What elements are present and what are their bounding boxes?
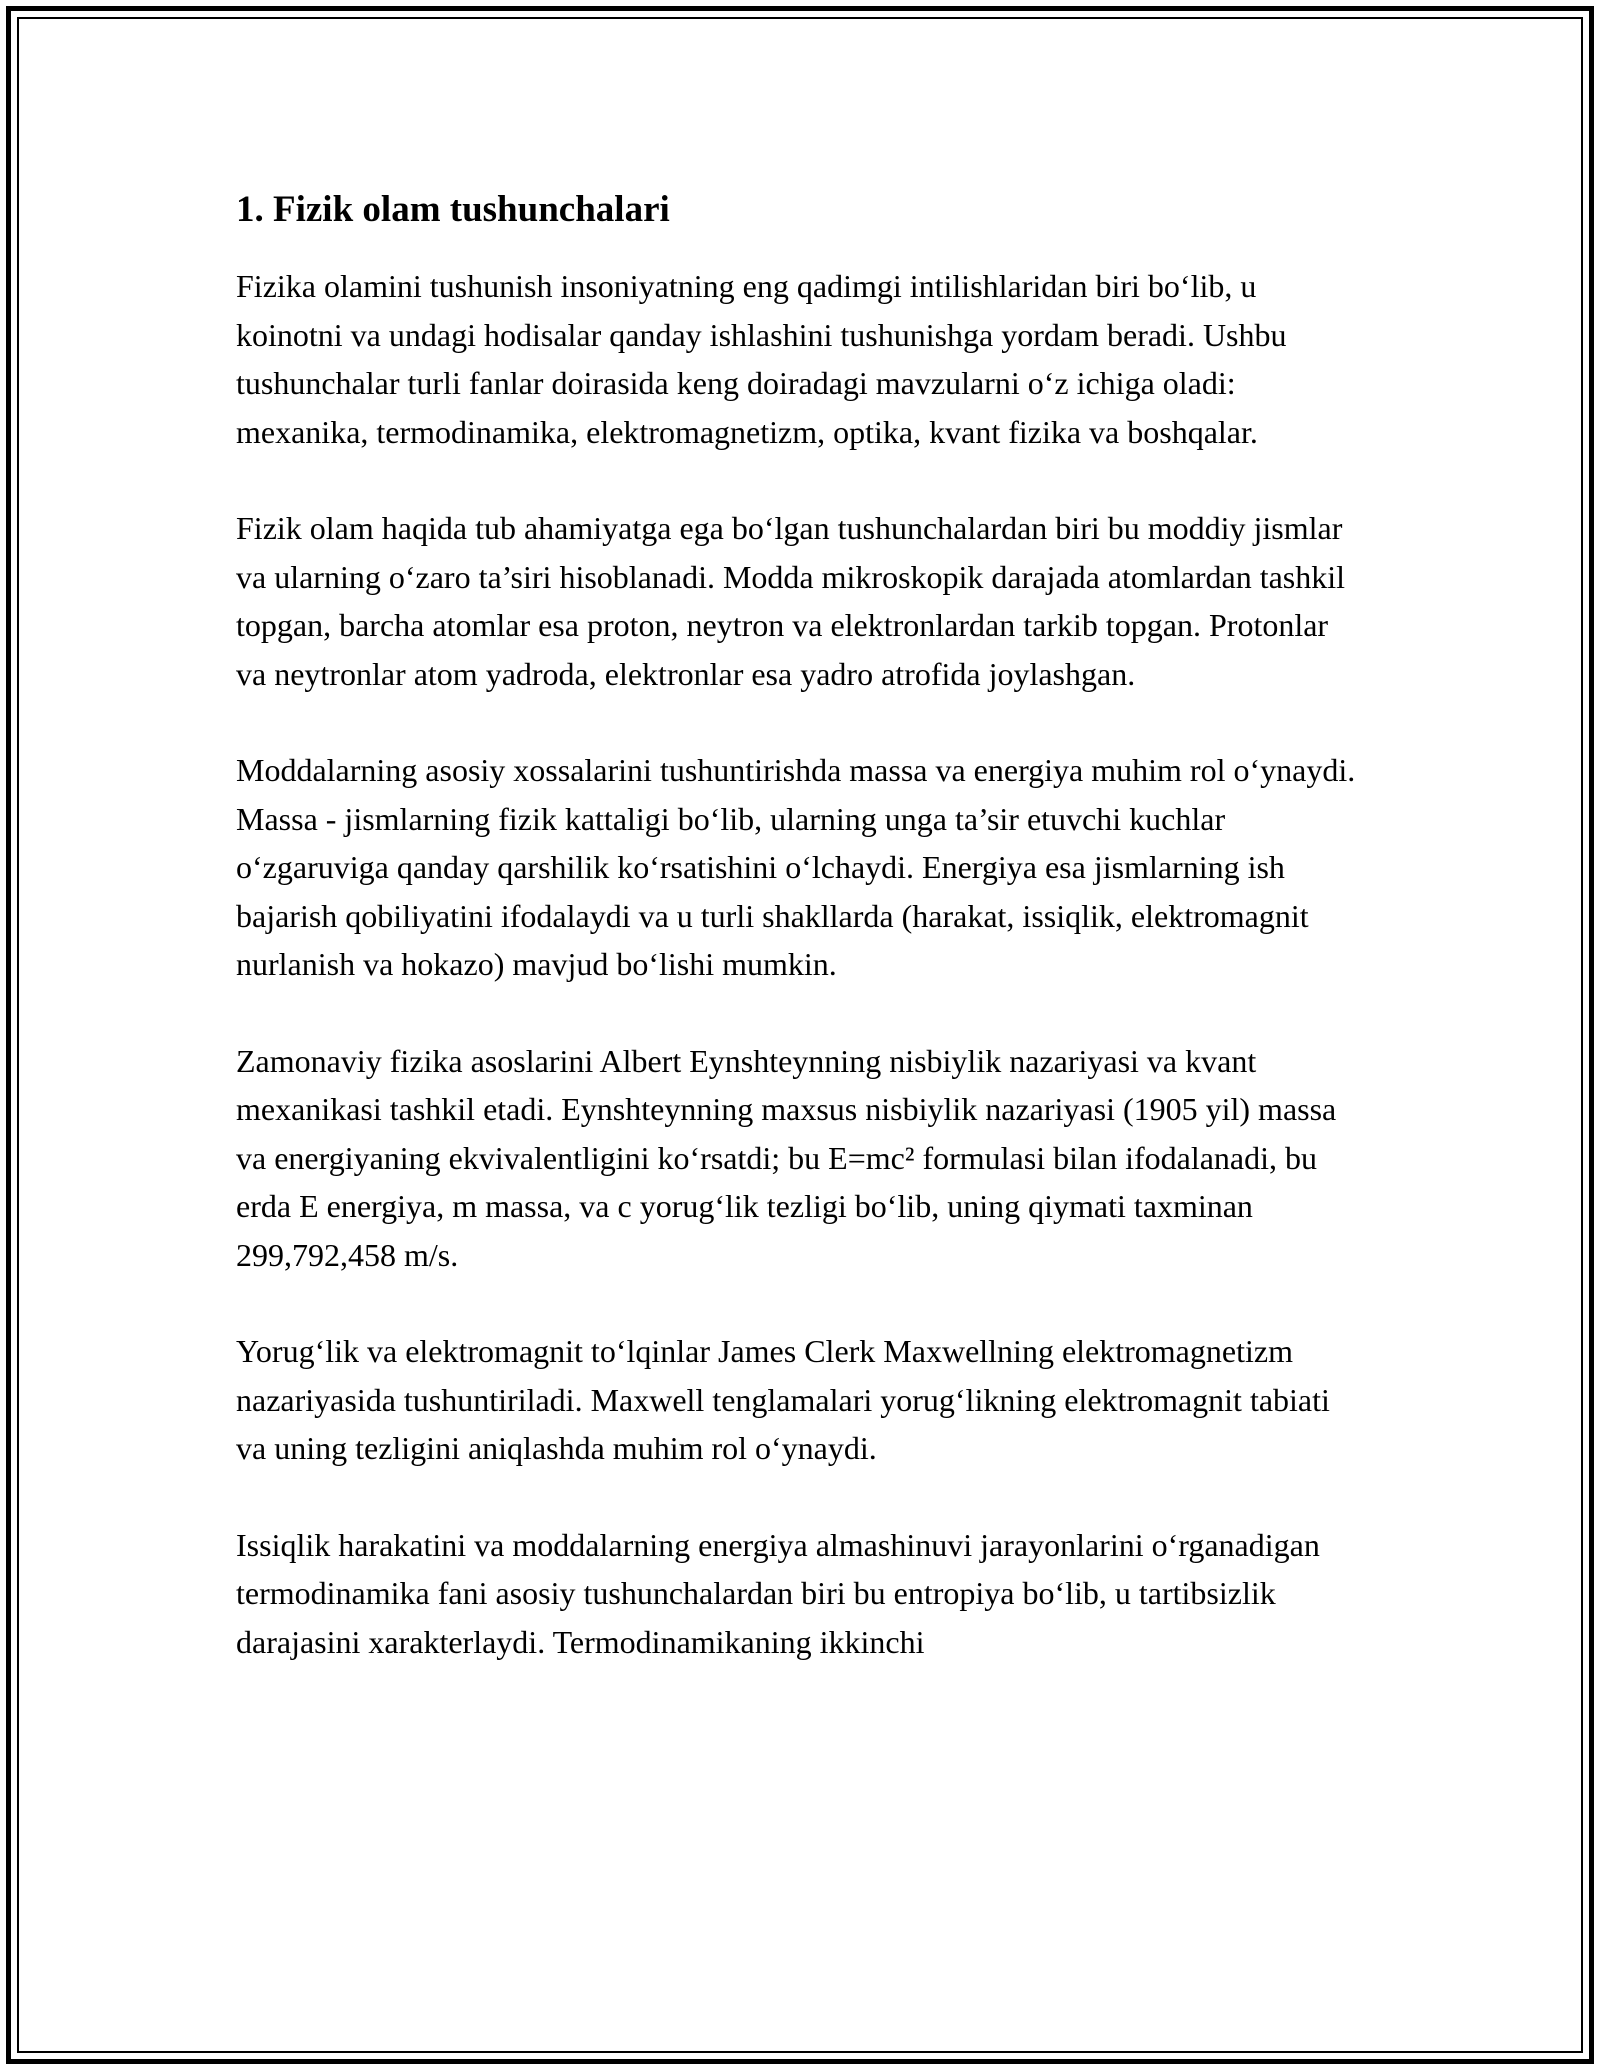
paragraph-5: Yorug‘lik va elektromagnit to‘lqinlar James Clerk Maxwellning elektromagnetizm nazariyasida tushuntiriladi. Maxwell tenglamalari yorug‘likning elektromagnit tabiati va uning tezligini aniqlashda muhim rol o‘ynaydi. [236,1333,1330,1466]
paragraph-6: Issiqlik harakatini va moddalarning energiya almashinuvi jarayonlarini o‘rganadigan termodinamika fani asosiy tushunchalardan biri bu entropiya bo‘lib, u tartibsizlik darajasini xarakterlaydi. Termodinamikaning ikkinchi [236,1526,1320,1660]
paragraph-4: Zamonaviy fizika asoslarini Albert Eynshteynning nisbiylik nazariyasi va kvant mexanikasi tashkil etadi. Eynshteynning maxsus nisbiylik nazariyasi (1905 yil) massa va energiyaning ekvivalentligini ko‘rsatdi; bu E=mc² formulasi bilan ifodalanadi, bu erda E energiya, m massa, va c yorug‘lik tezligi bo‘lib, uning qiymati taxminan 299,792,458 m/s. [236,1042,1337,1273]
document-body [236,186,1366,1714]
paragraph-1: Fizika olamini tushunish insoniyatning eng qadimgi intilishlaridan biri bo‘lib, u koinotni va undagi hodisalar qanday ishlashini tushunishga yordam beradi. Ushbu tushunchalar turli fanlar doirasida keng doiradagi mavzularni o‘z ichiga oladi: mexanika, termodinamika, elektromagnetizm, optika, kvant fizika va boshqalar. [236,268,1287,450]
paragraph-2: Fizik olam haqida tub ahamiyatga ega bo‘lgan tushunchalardan biri bu moddiy jismlar va ularning o‘zaro ta’siri hisoblanadi. Modda mikroskopik darajada atomlardan tashkil topgan, barcha atomlar esa proton, neytron va elektronlardan tarkib topgan. Protonlar va neytronlar atom yadroda, elektronlar esa yadro atrofida joylashgan. [236,510,1346,692]
section-heading: 1. Fizik olam tushunchalari [236,189,670,230]
paragraph-3: Moddalarning asosiy xossalarini tushuntirishda massa va energiya muhim rol o‘ynaydi. Massa - jismlarning fizik kattaligi bo‘lib, ularning unga ta’sir etuvchi kuchlar o‘zgaruviga qanday qarshilik ko‘rsatishini o‘lchaydi. Energiya esa jismlarning ish bajarish qobiliyatini ifodalaydi va u turli shakllarda (harakat, issiqlik, elektromagnit nurlanish va hokazo) mavjud bo‘lishi mumkin. [236,752,1356,982]
